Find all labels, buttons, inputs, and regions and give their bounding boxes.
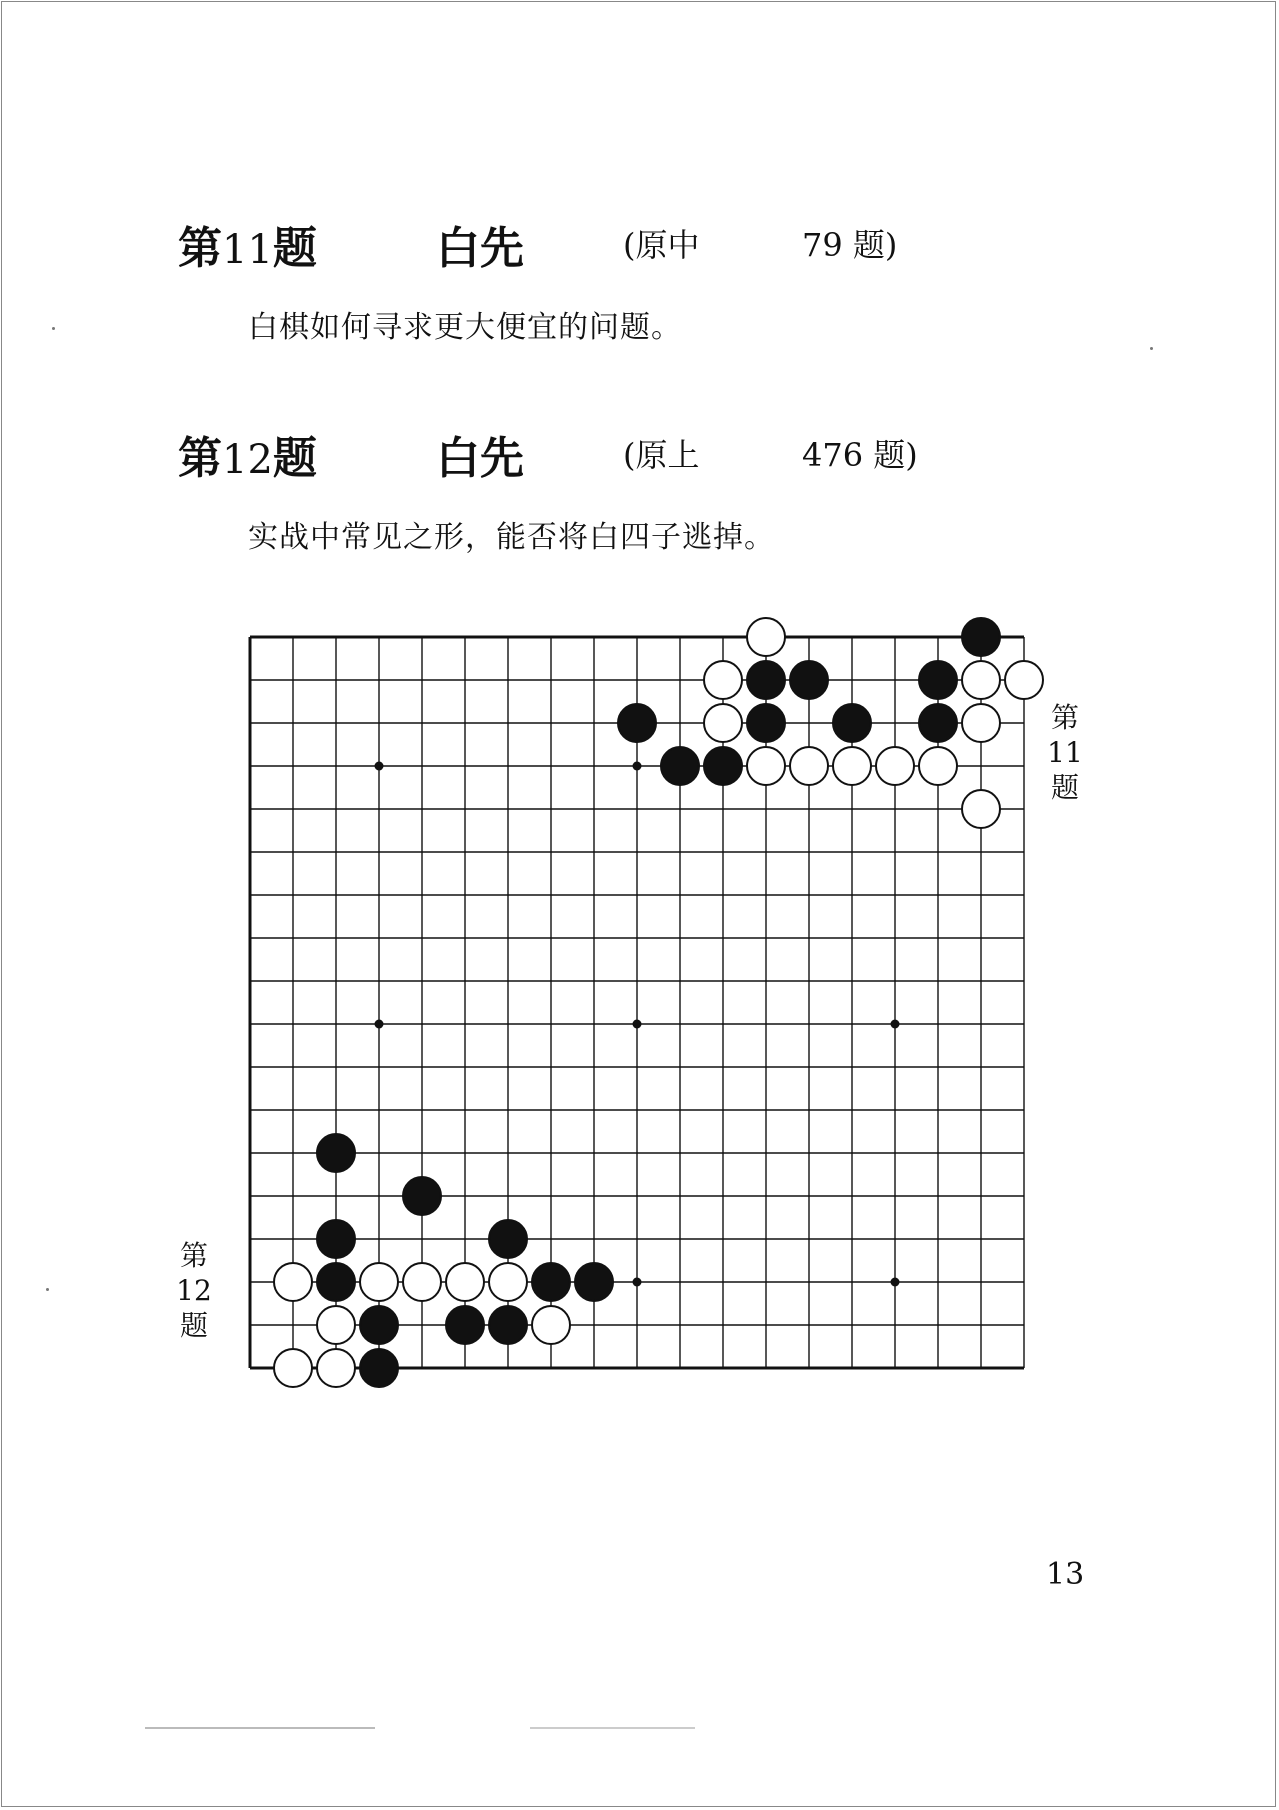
problem-12-description: 实战中常见之形，能否将白四子逃掉。: [248, 520, 775, 555]
black-stone: [317, 1134, 355, 1172]
black-stone: [489, 1306, 527, 1344]
scan-artifact-line: [530, 1727, 695, 1729]
white-stone: [274, 1263, 312, 1301]
star-point: [891, 1020, 900, 1029]
problem-11-description: 白棋如何寻求更大便宜的问题。: [248, 310, 682, 345]
black-stone: [919, 661, 957, 699]
black-stone: [532, 1263, 570, 1301]
board-grid: [250, 637, 1024, 1368]
problem-12-prefix: 第: [178, 433, 222, 484]
star-point: [891, 1278, 900, 1287]
problem-11-prefix: 第: [178, 223, 222, 274]
side-label-12-char-3: 题: [179, 1309, 208, 1342]
black-stone: [704, 747, 742, 785]
black-stone: [790, 661, 828, 699]
black-stone: [575, 1263, 613, 1301]
star-point: [375, 762, 384, 771]
black-stone: [962, 618, 1000, 656]
white-stone: [446, 1263, 484, 1301]
white-stone: [1005, 661, 1043, 699]
white-stone: [274, 1349, 312, 1387]
problem-11-number: 11: [222, 227, 273, 273]
board-stones: [274, 618, 1043, 1387]
problem-11-source-number: 79 题): [802, 226, 898, 264]
scan-speck: [46, 1288, 49, 1291]
white-stone: [876, 747, 914, 785]
side-label-12-char-2: 12: [176, 1274, 212, 1307]
star-point: [633, 1278, 642, 1287]
problem-12-source-label: (原上: [623, 436, 700, 474]
side-label-11-char-2: 11: [1047, 736, 1083, 769]
white-stone: [489, 1263, 527, 1301]
star-point: [633, 1020, 642, 1029]
black-stone: [403, 1177, 441, 1215]
side-label-12-char-1: 第: [179, 1239, 208, 1272]
white-stone: [962, 704, 1000, 742]
black-stone: [833, 704, 871, 742]
scan-speck: [1150, 347, 1153, 350]
black-stone: [446, 1306, 484, 1344]
black-stone: [747, 661, 785, 699]
white-stone: [919, 747, 957, 785]
white-stone: [833, 747, 871, 785]
white-stone: [704, 661, 742, 699]
black-stone: [489, 1220, 527, 1258]
problem-12-side-label: [174, 1238, 214, 1343]
white-stone: [790, 747, 828, 785]
white-stone: [360, 1263, 398, 1301]
problem-12-suffix: 题: [272, 433, 317, 484]
side-label-11-char-3: 题: [1050, 771, 1079, 804]
white-stone: [747, 618, 785, 656]
black-stone: [747, 704, 785, 742]
black-stone: [618, 704, 656, 742]
white-stone: [317, 1349, 355, 1387]
white-stone: [704, 704, 742, 742]
white-stone: [747, 747, 785, 785]
star-point: [375, 1020, 384, 1029]
problem-11-to-move: 白先: [436, 223, 524, 274]
white-stone: [962, 790, 1000, 828]
problem-11-side-label: [1045, 700, 1085, 805]
black-stone: [317, 1220, 355, 1258]
black-stone: [360, 1306, 398, 1344]
page-number: 13: [1046, 1557, 1085, 1592]
black-stone: [360, 1349, 398, 1387]
side-label-11-char-1: 第: [1050, 701, 1079, 734]
white-stone: [317, 1306, 355, 1344]
white-stone: [403, 1263, 441, 1301]
problem-12-number: 12: [222, 437, 273, 483]
scan-artifact-line: [145, 1727, 375, 1729]
white-stone: [962, 661, 1000, 699]
star-point: [633, 762, 642, 771]
problem-11-suffix: 题: [272, 223, 317, 274]
black-stone: [919, 704, 957, 742]
black-stone: [317, 1263, 355, 1301]
white-stone: [532, 1306, 570, 1344]
scan-speck: [52, 327, 55, 330]
problem-12-source-number: 476 题): [802, 436, 918, 474]
black-stone: [661, 747, 699, 785]
problem-11-source-label: (原中: [623, 226, 700, 264]
problem-12-to-move: 白先: [436, 433, 524, 484]
